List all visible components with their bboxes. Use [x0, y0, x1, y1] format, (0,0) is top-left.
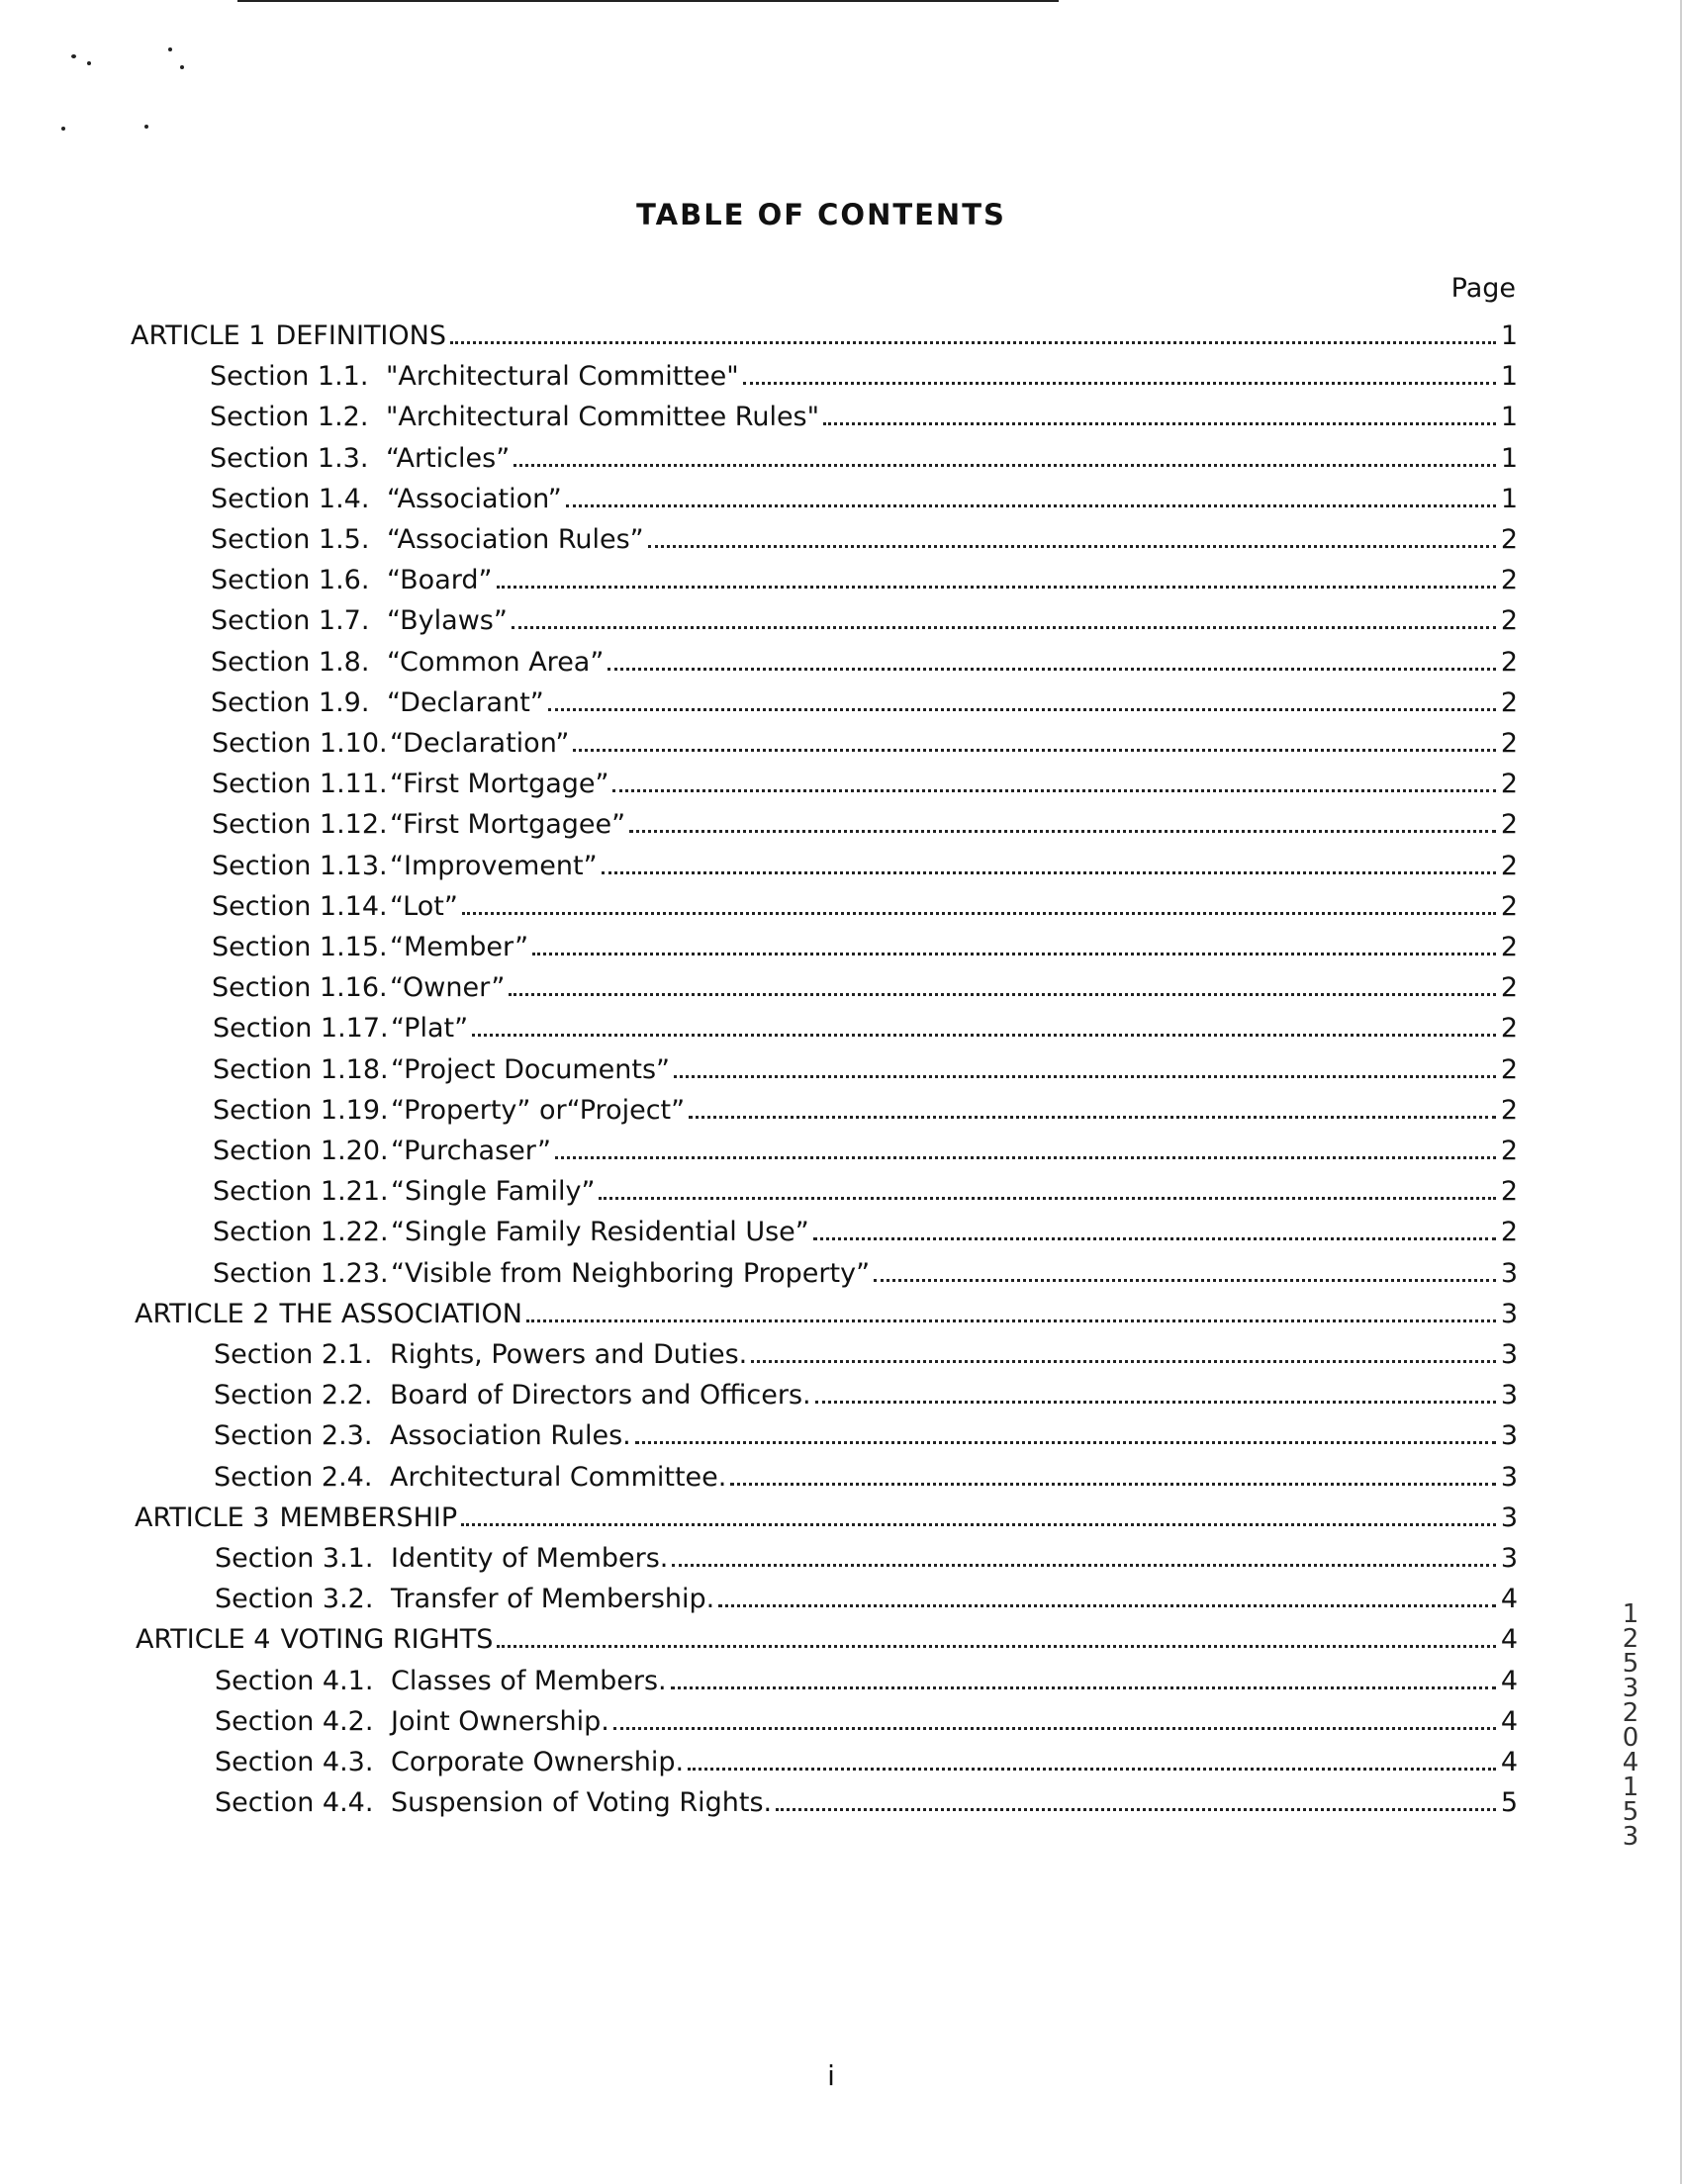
toc-entry-label [211, 565, 493, 596]
section-title: "Architectural Committee" [386, 361, 739, 392]
toc-section-row[interactable] [210, 353, 1518, 393]
section-number: Section 1.18. [213, 1054, 389, 1085]
toc-section-row[interactable] [211, 680, 1518, 719]
toc-section-row[interactable] [213, 1087, 1518, 1127]
toc-entry-label [210, 443, 510, 475]
toc-entry-label [210, 402, 819, 433]
page-number: 1 [1500, 443, 1518, 474]
section-title: “Board” [387, 565, 493, 595]
toc-section-row[interactable] [215, 1779, 1518, 1819]
page-number: 2 [1500, 1217, 1518, 1247]
toc-section-row[interactable] [211, 476, 1518, 515]
dot-leader [612, 789, 1496, 792]
dot-leader [497, 1645, 1496, 1648]
page-number: 4 [1500, 1747, 1518, 1777]
section-title: Suspension of Voting Rights. [391, 1787, 773, 1818]
dot-leader [688, 1768, 1496, 1771]
section-number: Section 1.9. [211, 687, 370, 718]
section-number: Section 1.3. [210, 443, 369, 474]
toc-entry-label [212, 851, 598, 882]
section-title: “First Mortgagee” [390, 809, 626, 840]
dot-leader [461, 1523, 1496, 1526]
section-number: Section 1.13. [212, 851, 388, 881]
dot-leader [730, 1483, 1496, 1486]
section-title: “Declarant” [387, 687, 544, 718]
article-title: DEFINITIONS [275, 320, 446, 351]
dot-leader [599, 1197, 1496, 1200]
section-title: Corporate Ownership. [391, 1747, 685, 1777]
section-title: “Project Documents” [391, 1054, 671, 1085]
toc-section-row[interactable] [213, 1209, 1518, 1248]
toc-entry-label [212, 769, 608, 800]
toc-section-row[interactable] [214, 1331, 1518, 1371]
toc-entry-label [213, 1095, 685, 1127]
toc-section-row[interactable] [211, 597, 1518, 637]
page-number: 2 [1500, 891, 1518, 922]
scan-speck [61, 127, 65, 131]
section-number: Section 1.4. [211, 484, 370, 514]
section-title: “Member” [390, 932, 529, 962]
section-title: “Bylaws” [387, 605, 508, 636]
article-number: ARTICLE 3 [135, 1502, 270, 1533]
section-number: Section 1.22. [213, 1217, 389, 1247]
toc-entry-label [215, 1584, 714, 1615]
section-number: Section 2.1. [214, 1339, 373, 1370]
dot-leader [751, 1360, 1496, 1363]
section-title: “Purchaser” [391, 1136, 551, 1166]
page-number: 2 [1500, 647, 1518, 678]
section-number: Section 4.3. [215, 1747, 374, 1777]
dot-leader [497, 586, 1497, 589]
page-number: 2 [1500, 1176, 1518, 1207]
toc-entry-label [136, 1624, 493, 1656]
toc-entry-label [213, 1054, 670, 1086]
page-number: 4 [1500, 1666, 1518, 1696]
dot-leader [718, 1604, 1496, 1607]
page-number: 2 [1500, 687, 1518, 718]
section-number: Section 1.14. [212, 891, 388, 922]
dot-leader [776, 1808, 1496, 1811]
page-number: 4 [1500, 1706, 1518, 1737]
page-number: 2 [1500, 769, 1518, 799]
toc-entry-label [210, 361, 739, 393]
toc-article-row[interactable] [135, 1495, 1518, 1534]
section-title: “Plat” [391, 1013, 469, 1044]
page-number: 4 [1500, 1584, 1518, 1614]
page-number: 1 [1500, 484, 1518, 514]
toc-entry-label [211, 647, 604, 679]
toc-section-row[interactable] [211, 516, 1518, 556]
section-title: “Visible from Neighboring Property” [391, 1258, 871, 1289]
scan-speck [71, 54, 76, 58]
toc-entry-label [213, 1217, 809, 1248]
scan-speck [180, 65, 184, 69]
page-column-header: Page [1450, 273, 1516, 304]
toc-entry-label [214, 1339, 747, 1371]
toc-section-row[interactable] [212, 964, 1518, 1004]
dot-leader [566, 504, 1496, 507]
page-number: 3 [1500, 1380, 1518, 1410]
toc-entry-label [211, 605, 508, 637]
dot-leader [526, 1320, 1496, 1322]
section-number: Section 1.11. [212, 769, 388, 799]
page-number: 2 [1500, 1136, 1518, 1166]
toc-entry-label [215, 1747, 684, 1778]
toc-entry-label [215, 1787, 772, 1819]
dot-leader [509, 993, 1496, 996]
section-number: Section 1.7. [211, 605, 370, 636]
article-number: ARTICLE 2 [135, 1299, 270, 1329]
section-number: Section 4.1. [215, 1666, 374, 1696]
page-number: 1 [1500, 361, 1518, 392]
toc-section-row[interactable] [213, 1005, 1518, 1045]
page-number: 2 [1500, 932, 1518, 962]
toc-entry-label [212, 809, 625, 841]
toc-section-row[interactable] [215, 1658, 1518, 1697]
toc-section-row[interactable] [210, 394, 1518, 433]
dot-leader [555, 1156, 1496, 1159]
page-number: 1 [1500, 320, 1518, 351]
page-number: 2 [1500, 728, 1518, 759]
section-title: Identity of Members. [391, 1543, 669, 1574]
dot-leader [674, 1075, 1496, 1078]
dot-leader [635, 1441, 1496, 1444]
page-number: 2 [1500, 809, 1518, 840]
toc-section-row[interactable] [215, 1576, 1518, 1615]
scan-edge-line [237, 0, 1059, 2]
section-title: Joint Ownership. [391, 1706, 609, 1737]
article-number: ARTICLE 1 [131, 320, 266, 351]
section-title: “Association Rules” [387, 524, 644, 555]
section-number: Section 3.1. [215, 1543, 374, 1574]
page-number: 2 [1500, 1013, 1518, 1044]
toc-section-row[interactable] [212, 843, 1518, 882]
toc-article-row[interactable] [135, 1291, 1518, 1330]
page-number: 2 [1500, 972, 1518, 1003]
section-title: “Declaration” [390, 728, 570, 759]
side-stamp-number: 12532 04153 [1622, 1599, 1639, 1852]
toc-entry-label [212, 972, 505, 1004]
toc-entry-label [214, 1380, 811, 1411]
toc-entry-label [211, 687, 544, 719]
toc-article-row[interactable] [136, 1616, 1518, 1656]
section-title: Rights, Powers and Duties. [390, 1339, 748, 1370]
article-title: VOTING RIGHTS [280, 1624, 494, 1655]
page-number: 3 [1500, 1502, 1518, 1533]
dot-leader [607, 668, 1496, 671]
section-title: Board of Directors and Officers. [390, 1380, 811, 1410]
page-number: 2 [1500, 851, 1518, 881]
dot-leader [512, 626, 1496, 629]
section-title: “Improvement” [390, 851, 598, 881]
toc-article-row[interactable] [131, 313, 1518, 352]
section-number: Section 1.19. [213, 1095, 389, 1126]
toc-section-row[interactable] [214, 1372, 1518, 1411]
section-number: Section 1.1. [210, 361, 369, 392]
toc-section-row[interactable] [215, 1535, 1518, 1575]
page-number: 2 [1500, 1054, 1518, 1085]
page-number: 5 [1500, 1787, 1518, 1818]
section-number: Section 4.4. [215, 1787, 374, 1818]
toc-entry-label [212, 932, 528, 963]
toc-entry-label [213, 1176, 595, 1208]
section-title: “Single Family Residential Use” [391, 1217, 809, 1247]
section-number: Section 1.21. [213, 1176, 389, 1207]
toc-section-row[interactable] [214, 1412, 1518, 1452]
toc-section-row[interactable] [214, 1454, 1518, 1494]
page-number: 2 [1500, 565, 1518, 595]
dot-leader [671, 1686, 1496, 1689]
toc-section-row[interactable] [211, 557, 1518, 596]
toc-section-row[interactable] [212, 761, 1518, 800]
toc-entry-label [135, 1502, 457, 1534]
dot-leader [648, 545, 1496, 548]
toc-section-row[interactable] [212, 801, 1518, 841]
section-title: “Lot” [390, 891, 458, 922]
dot-leader [613, 1727, 1496, 1730]
toc-section-row[interactable] [211, 639, 1518, 679]
toc-entry-label [215, 1706, 609, 1738]
page-number: 3 [1500, 1339, 1518, 1370]
page-title: TABLE OF CONTENTS [636, 198, 1006, 231]
toc-entry-label [131, 320, 446, 352]
toc-section-row[interactable] [215, 1739, 1518, 1778]
dot-leader [472, 1034, 1496, 1037]
section-title: Association Rules. [390, 1420, 631, 1451]
footer-page-number: i [827, 2059, 835, 2092]
section-number: Section 1.17. [213, 1013, 389, 1044]
page-number: 3 [1500, 1258, 1518, 1289]
section-number: Section 1.5. [211, 524, 370, 555]
section-number: Section 1.15. [212, 932, 388, 962]
toc-section-row[interactable] [212, 720, 1518, 760]
dot-leader [450, 341, 1496, 344]
section-title: Classes of Members. [391, 1666, 667, 1696]
section-title: Architectural Committee. [390, 1462, 727, 1493]
section-title: “First Mortgage” [390, 769, 609, 799]
section-number: Section 2.4. [214, 1462, 373, 1493]
toc-section-row[interactable] [213, 1046, 1518, 1086]
scan-speck [144, 125, 148, 129]
scan-speck [87, 61, 91, 65]
toc-entry-label [214, 1462, 726, 1494]
toc-section-row[interactable] [212, 883, 1518, 923]
dot-leader [815, 1401, 1496, 1404]
article-number: ARTICLE 4 [136, 1624, 271, 1655]
toc-section-row[interactable] [213, 1128, 1518, 1167]
section-number: Section 2.2. [214, 1380, 373, 1410]
page-number: 2 [1500, 524, 1518, 555]
toc-section-row[interactable] [212, 924, 1518, 963]
section-number: Section 1.20. [213, 1136, 389, 1166]
toc-entry-label [215, 1666, 667, 1697]
section-title: “Single Family” [391, 1176, 596, 1207]
dot-leader [602, 871, 1496, 874]
dot-leader [672, 1564, 1496, 1567]
section-number: Section 2.3. [214, 1420, 373, 1451]
dot-leader [874, 1279, 1496, 1282]
page-number: 3 [1500, 1543, 1518, 1574]
toc-entry-label [213, 1136, 551, 1167]
section-number: Section 1.10. [212, 728, 388, 759]
toc-section-row[interactable] [215, 1698, 1518, 1738]
toc-entry-label [135, 1299, 522, 1330]
section-title: “Association” [387, 484, 562, 514]
section-title: “Common Area” [387, 647, 605, 678]
section-title: "Architectural Committee Rules" [386, 402, 820, 432]
page-number: 3 [1500, 1420, 1518, 1451]
article-title: THE ASSOCIATION [279, 1299, 522, 1329]
dot-leader [573, 749, 1496, 752]
toc-section-row[interactable] [213, 1168, 1518, 1208]
section-number: Section 1.12. [212, 809, 388, 840]
page-number: 4 [1500, 1624, 1518, 1655]
page-number: 3 [1500, 1299, 1518, 1329]
dot-leader [743, 382, 1496, 385]
section-title: “Articles” [386, 443, 511, 474]
dot-leader [823, 422, 1496, 425]
toc-entry-label [211, 484, 562, 515]
section-number: Section 3.2. [215, 1584, 374, 1614]
section-number: Section 1.8. [211, 647, 370, 678]
dot-leader [514, 464, 1496, 467]
dot-leader [629, 830, 1496, 833]
section-number: Section 4.2. [215, 1706, 374, 1737]
toc-entry-label [215, 1543, 668, 1575]
page-number: 3 [1500, 1462, 1518, 1493]
section-number: Section 1.2. [210, 402, 369, 432]
article-title: MEMBERSHIP [279, 1502, 458, 1533]
section-title: “Property” or“Project” [391, 1095, 686, 1126]
section-title: Transfer of Membership. [391, 1584, 715, 1614]
dot-leader [548, 708, 1496, 711]
page-number: 2 [1500, 605, 1518, 636]
scan-speck [168, 47, 172, 51]
section-number: Section 1.16. [212, 972, 388, 1003]
dot-leader [532, 953, 1496, 956]
page-number: 1 [1500, 402, 1518, 432]
dot-leader [462, 912, 1496, 915]
toc-section-row[interactable] [210, 435, 1518, 475]
toc-entry-label [212, 891, 458, 923]
toc-section-row[interactable] [213, 1250, 1518, 1290]
dot-leader [813, 1237, 1496, 1240]
section-title: “Owner” [390, 972, 506, 1003]
page-number: 2 [1500, 1095, 1518, 1126]
toc-entry-label [214, 1420, 631, 1452]
toc-entry-label [212, 728, 569, 760]
section-number: Section 1.23. [213, 1258, 389, 1289]
toc-entry-label [211, 524, 644, 556]
toc-entry-label [213, 1013, 468, 1045]
toc-entry-label [213, 1258, 870, 1290]
dot-leader [689, 1116, 1496, 1119]
section-number: Section 1.6. [211, 565, 370, 595]
